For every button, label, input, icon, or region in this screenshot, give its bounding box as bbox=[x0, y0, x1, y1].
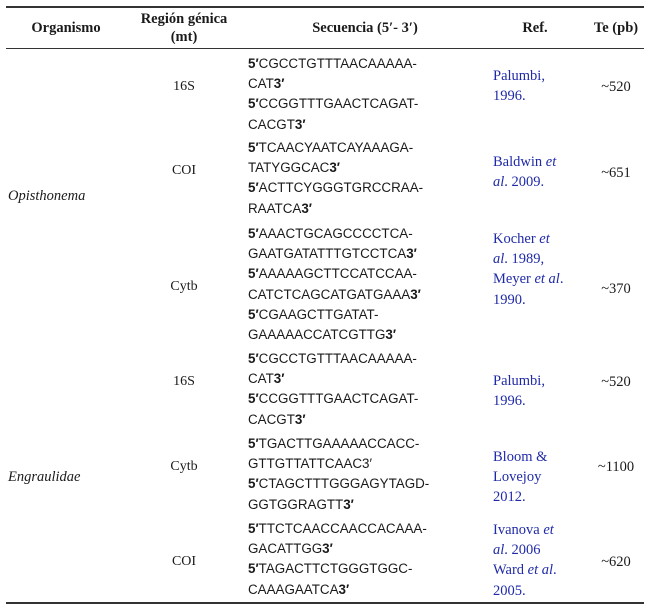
sequence-line bbox=[248, 305, 483, 325]
sequence-line bbox=[248, 178, 483, 198]
reference-cell bbox=[493, 66, 583, 106]
reference-cell bbox=[493, 229, 583, 310]
reference-line: al. 2009. bbox=[493, 174, 545, 191]
te-cell: ~370 bbox=[601, 281, 631, 297]
primer-suffix: 3′ bbox=[338, 581, 350, 597]
sequence-cell bbox=[248, 224, 483, 345]
sequence-line bbox=[248, 325, 483, 345]
gene-region-cell: COI bbox=[171, 163, 197, 178]
te-cell: ~651 bbox=[601, 165, 631, 181]
sequence-line bbox=[248, 349, 483, 369]
gene-region-cell: 16S bbox=[173, 374, 195, 389]
sequence-line bbox=[248, 285, 483, 305]
sequence-text: ACTTCYGGGTGRCCRAA- bbox=[258, 180, 424, 196]
sequence-text: TGACTTGAAAAACCACC- bbox=[258, 436, 420, 451]
primer-suffix: 3′ bbox=[273, 76, 285, 92]
header-rule bbox=[6, 48, 644, 49]
sequence-line bbox=[248, 54, 483, 74]
sequence-text: CAAAGAATCA bbox=[248, 581, 339, 597]
sequence-text: CACGT bbox=[248, 116, 295, 132]
primer-suffix: 3′ bbox=[273, 371, 285, 387]
primer-prefix: 5′ bbox=[248, 521, 259, 536]
te-cell: ~1100 bbox=[597, 459, 635, 475]
sequence-line bbox=[248, 454, 483, 474]
sequence-text: CGCCTGTTTAACAAAAA- bbox=[258, 56, 417, 71]
sequence-line bbox=[248, 369, 483, 389]
top-rule bbox=[6, 6, 644, 8]
sequence-line bbox=[248, 115, 483, 135]
sequence-cell bbox=[248, 349, 483, 430]
sequence-line bbox=[248, 474, 483, 494]
sequence-text: CGAAGCTTGATAT- bbox=[258, 306, 379, 322]
sequence-line bbox=[248, 199, 483, 219]
header-te: Te (pb) bbox=[593, 20, 639, 36]
sequence-text: AAACTGCAGCCCCTCA- bbox=[258, 226, 413, 241]
header-ref: Ref. bbox=[522, 20, 548, 36]
reference-cell bbox=[493, 152, 583, 192]
header-region-line2: (mt) bbox=[170, 29, 198, 45]
sequence-line bbox=[248, 94, 483, 114]
sequence-text: GAATGATATTTGTCCTCA bbox=[248, 246, 407, 262]
primer-prefix: 5′ bbox=[248, 476, 259, 492]
reference-line: Baldwin et bbox=[493, 154, 557, 170]
sequence-text: CAT bbox=[248, 371, 274, 387]
sequence-cell bbox=[248, 54, 483, 135]
reference-line: 1996. bbox=[493, 88, 526, 105]
sequence-text: GACATTGG bbox=[248, 541, 323, 557]
reference-italic: al bbox=[493, 251, 505, 268]
primer-prefix: 5′ bbox=[248, 56, 259, 71]
header-sequence: Secuencia (5′- 3′) bbox=[312, 20, 418, 36]
reference-line: Lovejoy bbox=[493, 469, 542, 486]
reference-line: Ivanova et bbox=[493, 522, 554, 538]
te-cell: ~520 bbox=[601, 79, 631, 95]
primer-suffix: 3′ bbox=[329, 160, 341, 176]
sequence-text: GGTGGRAGTT bbox=[248, 496, 344, 512]
sequence-line bbox=[248, 138, 483, 158]
reference-italic: et bbox=[543, 522, 554, 538]
gene-region-cell: COI bbox=[171, 554, 197, 569]
sequence-line bbox=[248, 389, 483, 409]
reference-cell bbox=[493, 520, 583, 601]
sequence-text: CACGT bbox=[248, 411, 295, 427]
te-cell: ~620 bbox=[601, 554, 631, 570]
reference-line: 1990. bbox=[493, 291, 526, 308]
te-cell: ~520 bbox=[601, 374, 631, 390]
header-region-line1: Región génica bbox=[140, 11, 228, 27]
primer-prefix: 5′ bbox=[248, 306, 259, 322]
sequence-cell bbox=[248, 434, 483, 515]
reference-italic: et al bbox=[534, 271, 560, 288]
reference-line: Palumbi, bbox=[493, 68, 545, 84]
reference-line: Kocher et bbox=[493, 231, 550, 247]
reference-line: Bloom & bbox=[493, 449, 548, 465]
sequence-text: TAGACTTCTGGGTGGC- bbox=[258, 561, 413, 577]
organism-label: Engraulidae bbox=[8, 469, 81, 485]
sequence-text: GAAAAACCATCGTTG bbox=[248, 327, 386, 343]
primer-suffix: 3′ bbox=[301, 200, 312, 216]
sequence-text: TTCTCAACCAACCACAAA- bbox=[258, 521, 427, 536]
reference-line: Palumbi, bbox=[493, 373, 545, 389]
primer-prefix: 5′ bbox=[248, 436, 259, 451]
primer-prefix: 5′ bbox=[248, 226, 259, 241]
sequence-text: GTTGTTATTCAAC3′ bbox=[248, 456, 373, 472]
reference-italic: al bbox=[493, 174, 505, 191]
primer-suffix: 3′ bbox=[322, 541, 333, 557]
bottom-rule bbox=[6, 602, 644, 604]
reference-line: 2005. bbox=[493, 582, 526, 599]
sequence-line bbox=[248, 559, 483, 579]
primer-prefix: 5′ bbox=[248, 351, 259, 366]
sequence-line bbox=[248, 580, 483, 600]
primer-prefix: 5′ bbox=[248, 391, 259, 407]
primer-prefix: 5′ bbox=[248, 96, 259, 112]
reference-italic: et bbox=[539, 231, 550, 247]
reference-italic: al bbox=[493, 542, 505, 559]
sequence-text: CAT bbox=[248, 76, 274, 92]
primer-suffix: 3′ bbox=[385, 327, 397, 343]
sequence-text: TATYGGCAC bbox=[248, 160, 330, 176]
sequence-line bbox=[248, 410, 483, 430]
primer-suffix: 3′ bbox=[406, 246, 417, 262]
sequence-text: RAATCA bbox=[248, 200, 302, 216]
sequence-line bbox=[248, 434, 483, 454]
primer-suffix: 3′ bbox=[294, 411, 306, 427]
sequence-line bbox=[248, 74, 483, 94]
reference-line: 2012. bbox=[493, 489, 526, 506]
reference-italic: et al bbox=[527, 562, 554, 579]
primer-prefix: 5′ bbox=[248, 266, 259, 282]
primer-prefix: 5′ bbox=[248, 561, 259, 577]
sequence-text: AAAAAGCTTCCATCCAA- bbox=[258, 266, 417, 282]
reference-line: 1996. bbox=[493, 393, 526, 410]
sequence-line bbox=[248, 539, 483, 559]
header-region bbox=[124, 10, 244, 46]
sequence-text: TCAACYAATCAYAAAGA- bbox=[258, 140, 414, 155]
primer-suffix: 3′ bbox=[343, 496, 354, 512]
primer-prefix: 5′ bbox=[248, 140, 259, 155]
sequence-text: CTAGCTTTGGGAGYTAGD- bbox=[258, 476, 430, 492]
primer-suffix: 3′ bbox=[410, 286, 421, 302]
gene-region-cell: Cytb bbox=[170, 459, 198, 474]
header-organism: Organismo bbox=[31, 20, 101, 36]
gene-region-cell: 16S bbox=[173, 79, 195, 94]
sequence-text: CCGGTTTGAACTCAGAT- bbox=[258, 96, 419, 112]
sequence-line bbox=[248, 158, 483, 178]
reference-cell bbox=[493, 371, 583, 411]
sequence-text: CATCTCAGCATGATGAAA bbox=[248, 286, 411, 302]
sequence-line bbox=[248, 244, 483, 264]
organism-label: Opisthonema bbox=[8, 188, 86, 204]
sequence-line bbox=[248, 519, 483, 539]
reference-line: al. 2006 bbox=[493, 542, 541, 559]
gene-region-cell: Cytb bbox=[170, 279, 198, 294]
primer-suffix: 3′ bbox=[294, 116, 306, 132]
sequence-line bbox=[248, 224, 483, 244]
reference-cell bbox=[493, 447, 583, 508]
sequence-line bbox=[248, 264, 483, 284]
primer-prefix: 5′ bbox=[248, 180, 259, 196]
reference-line: Meyer et al. bbox=[493, 271, 564, 288]
reference-line: al. 1989, bbox=[493, 251, 545, 268]
reference-italic: et bbox=[545, 154, 557, 170]
sequence-line bbox=[248, 495, 483, 515]
sequence-text: CGCCTGTTTAACAAAAA- bbox=[258, 351, 417, 366]
sequence-text: CCGGTTTGAACTCAGAT- bbox=[258, 391, 419, 407]
sequence-cell bbox=[248, 138, 483, 219]
reference-line: Ward et al. bbox=[493, 562, 557, 579]
sequence-cell bbox=[248, 519, 483, 600]
